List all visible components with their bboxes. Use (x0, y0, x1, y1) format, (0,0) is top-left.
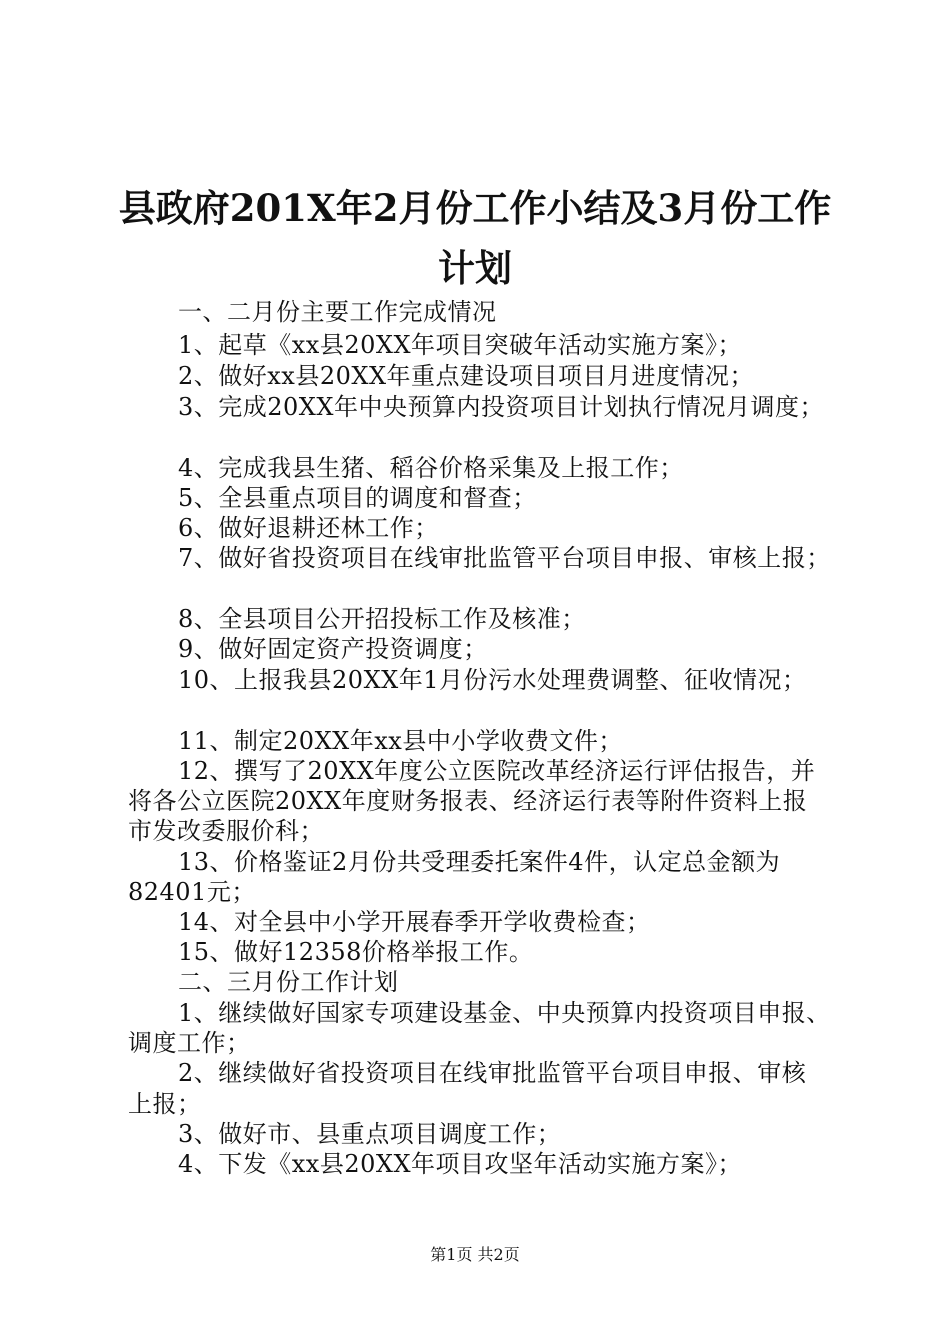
body-line: 调度工作； (128, 1029, 251, 1057)
body-line: 2、继续做好省投资项目在线审批监管平台项目申报、审核 (178, 1059, 807, 1087)
body-line: 4、下发《xx县20XX年项目攻坚年活动实施方案》； (178, 1150, 743, 1178)
document-title-line-1: 县政府201X年2月份工作小结及3月份工作 (118, 186, 832, 230)
body-line: 将各公立医院20XX年度财务报表、经济运行表等附件资料上报 (128, 787, 808, 815)
body-line: 6、做好退耕还林工作； (178, 514, 439, 542)
section-heading-2: 二、三月份工作计划 (178, 968, 399, 996)
body-line: 2、做好xx县20XX年重点建设项目项目月进度情况； (178, 362, 755, 390)
body-line: 13、价格鉴证2月份共受理委托案件4件，认定总金额为 (178, 848, 781, 876)
document-title-line-2: 计划 (438, 246, 512, 290)
body-line: 5、全县重点项目的调度和督查； (178, 484, 537, 512)
body-line: 1、继续做好国家专项建设基金、中央预算内投资项目申报、 (178, 999, 831, 1027)
body-line: 4、完成我县生猪、稻谷价格采集及上报工作； (178, 454, 684, 482)
body-line: 10、上报我县20XX年1月份污水处理费调整、征收情况； (178, 666, 807, 694)
section-heading-1: 一、二月份主要工作完成情况 (178, 298, 497, 326)
body-line: 3、做好市、县重点项目调度工作； (178, 1120, 562, 1148)
body-line: 市发改委服价科； (128, 817, 324, 845)
page-footer: 第1页 共2页 (430, 1245, 520, 1264)
body-line: 7、做好省投资项目在线审批监管平台项目申报、审核上报； (178, 544, 831, 572)
body-line: 14、对全县中小学开展春季开学收费检查； (178, 908, 651, 936)
body-line: 82401元； (128, 878, 256, 906)
body-line: 8、全县项目公开招投标工作及核准； (178, 605, 586, 633)
body-line: 15、做好12358价格举报工作。 (178, 938, 534, 966)
body-line: 9、做好固定资产投资调度； (178, 635, 488, 663)
body-line: 1、起草《xx县20XX年项目突破年活动实施方案》； (178, 331, 743, 359)
body-line: 3、完成20XX年中央预算内投资项目计划执行情况月调度； (178, 393, 824, 421)
body-line: 11、制定20XX年xx县中小学收费文件； (178, 727, 623, 755)
body-line: 12、撰写了20XX年度公立医院改革经济运行评估报告，并 (178, 757, 816, 785)
body-line: 上报； (128, 1090, 202, 1118)
